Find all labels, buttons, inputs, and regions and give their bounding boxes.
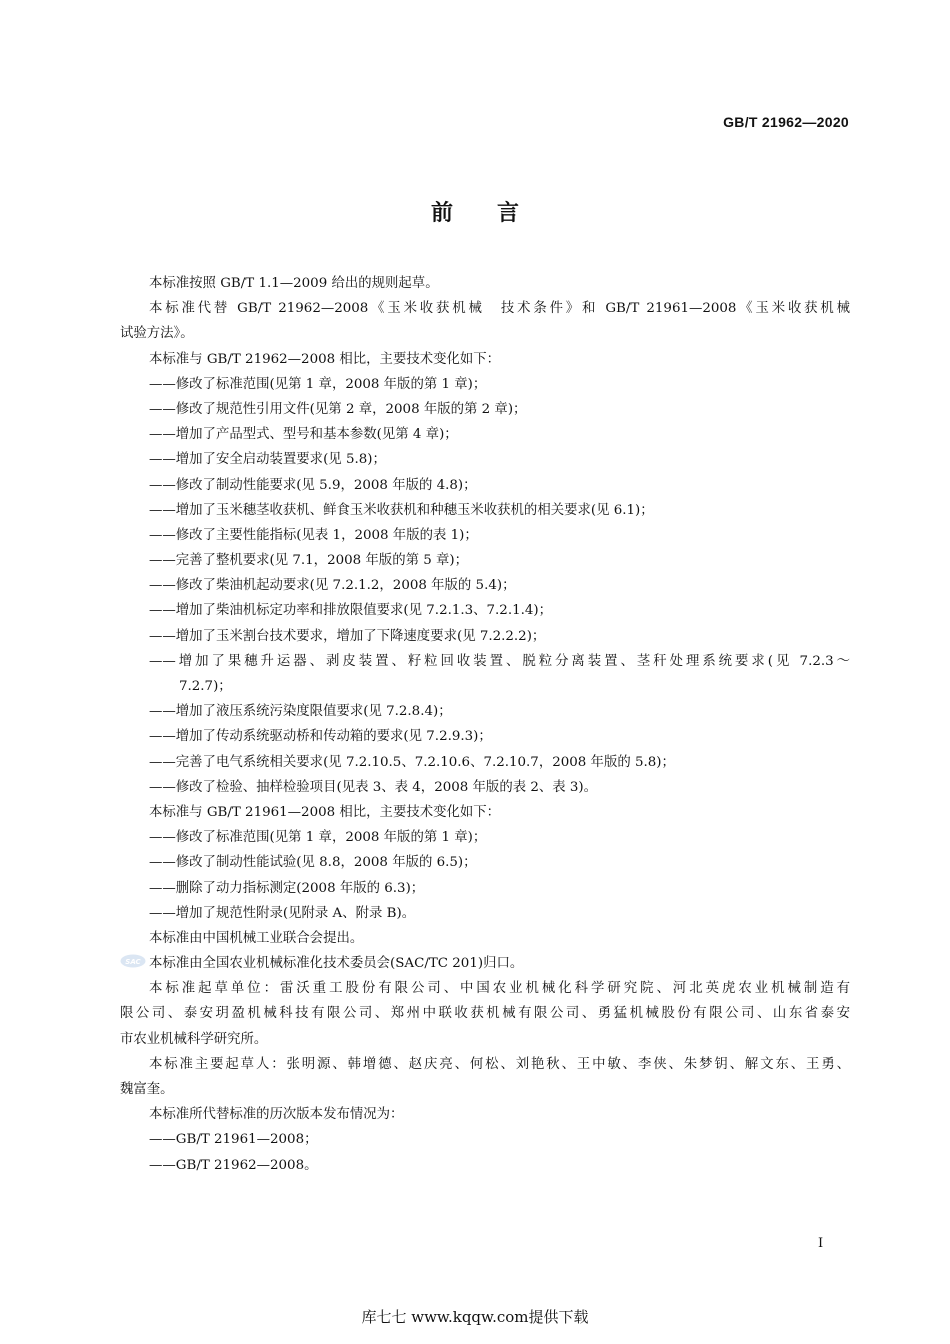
list-item: ——GB/T 21962—2008。 (149, 1157, 318, 1173)
paragraph-line: 本标准起草单位：雷沃重工股份有限公司、中国农业机械化科学研究院、河北英虎农业机械制造有 (149, 981, 850, 997)
list-item: ——完善了电气系统相关要求(见 7.2.10.5、7.2.10.6、7.2.10.7，2008 年版的 5.8)； (149, 754, 675, 770)
page-number: I (818, 1236, 824, 1251)
paragraph-line: 本标准代替 GB/T 21962—2008《玉米收获机械 技术条件》和 GB/T 21961—2008《玉米收获机械 (149, 301, 850, 317)
list-item: ——增加了玉米割台技术要求，增加了下降速度要求(见 7.2.2.2)； (149, 628, 546, 644)
list-item: ——增加了果穗升运器、剥皮装置、籽粒回收装置、脱粒分离装置、茎秆处理系统要求(见 7.2.3～ (149, 653, 850, 669)
page-title: 前言 (430, 201, 563, 226)
list-item: ——修改了标准范围(见第 1 章，2008 年版的第 1 章)； (149, 830, 487, 846)
list-item: ——修改了标准范围(见第 1 章，2008 年版的第 1 章)； (149, 376, 487, 392)
paragraph-line: 本标准所代替标准的历次版本发布情况为： (149, 1107, 404, 1123)
paragraph-line: 7.2.7)； (179, 679, 232, 694)
footer-source-note: 库七七 www.kqqw.com提供下载 (361, 1308, 589, 1326)
list-item: ——完善了整机要求(见 7.1，2008 年版的第 5 章)； (149, 553, 469, 569)
standard-code: GB/T 21962—2020 (723, 114, 849, 130)
list-item: ——增加了液压系统污染度限值要求(见 7.2.8.4)； (149, 704, 452, 720)
sac-watermark-logo (120, 954, 146, 968)
list-item: ——修改了制动性能试验(见 8.8，2008 年版的 6.5)； (149, 855, 477, 871)
paragraph-line: 限公司、泰安玥盈机械科技有限公司、郑州中联收获机械有限公司、勇猛机械股份有限公司、山东省泰安 (120, 1006, 850, 1022)
paragraph-line: 本标准由中国机械工业联合会提出。 (149, 930, 364, 946)
paragraph-line: 市农业机械科学研究所。 (120, 1031, 268, 1047)
svg-text:SAC: SAC (125, 958, 141, 966)
list-item: ——增加了柴油机标定功率和排放限值要求(见 7.2.1.3、7.2.1.4)； (149, 603, 552, 619)
list-item: ——修改了规范性引用文件(见第 2 章，2008 年版的第 2 章)； (149, 401, 527, 417)
list-item: ——修改了柴油机起动要求(见 7.2.1.2，2008 年版的 5.4)； (149, 578, 516, 594)
paragraph-line: 本标准由全国农业机械标准化技术委员会(SAC/TC 201)归口。 (149, 956, 524, 972)
list-item: ——修改了制动性能要求(见 5.9，2008 年版的 4.8)； (149, 477, 477, 493)
document-body (120, 271, 850, 1178)
list-item: ——修改了检验、抽样检验项目(见表 3、表 4，2008 年版的表 2、表 3)。 (149, 779, 598, 795)
list-item: ——增加了产品型式、型号和基本参数(见第 4 章)； (149, 427, 458, 443)
paragraph-line: 本标准与 GB/T 21961—2008 相比，主要技术变化如下： (149, 804, 501, 820)
list-item: ——修改了主要性能指标(见表 1，2008 年版的表 1)； (149, 527, 478, 543)
list-item: ——增加了规范性附录(见附录 A、附录 B)。 (149, 905, 416, 921)
list-item: ——删除了动力指标测定(2008 年版的 6.3)； (149, 880, 425, 896)
list-item: ——GB/T 21961—2008； (149, 1132, 318, 1148)
paragraph-line: 本标准按照 GB/T 1.1—2009 给出的规则起草。 (149, 276, 439, 291)
paragraph-line: 本标准主要起草人：张明源、韩增德、赵庆亮、何松、刘艳秋、王中敏、李侠、朱梦钥、解文东、王勇、 (149, 1056, 850, 1072)
paragraph-line: 本标准与 GB/T 21962—2008 相比，主要技术变化如下： (149, 351, 501, 367)
paragraph-line: 魏富奎。 (120, 1082, 174, 1097)
paragraph-line: 试验方法》。 (120, 326, 194, 342)
list-item: ——增加了安全启动装置要求(见 5.8)； (149, 452, 386, 468)
list-item: ——增加了玉米穗茎收获机、鲜食玉米收获机和种穗玉米收获机的相关要求(见 6.1)； (149, 502, 654, 518)
list-item: ——增加了传动系统驱动桥和传动箱的要求(见 7.2.9.3)； (149, 729, 492, 745)
